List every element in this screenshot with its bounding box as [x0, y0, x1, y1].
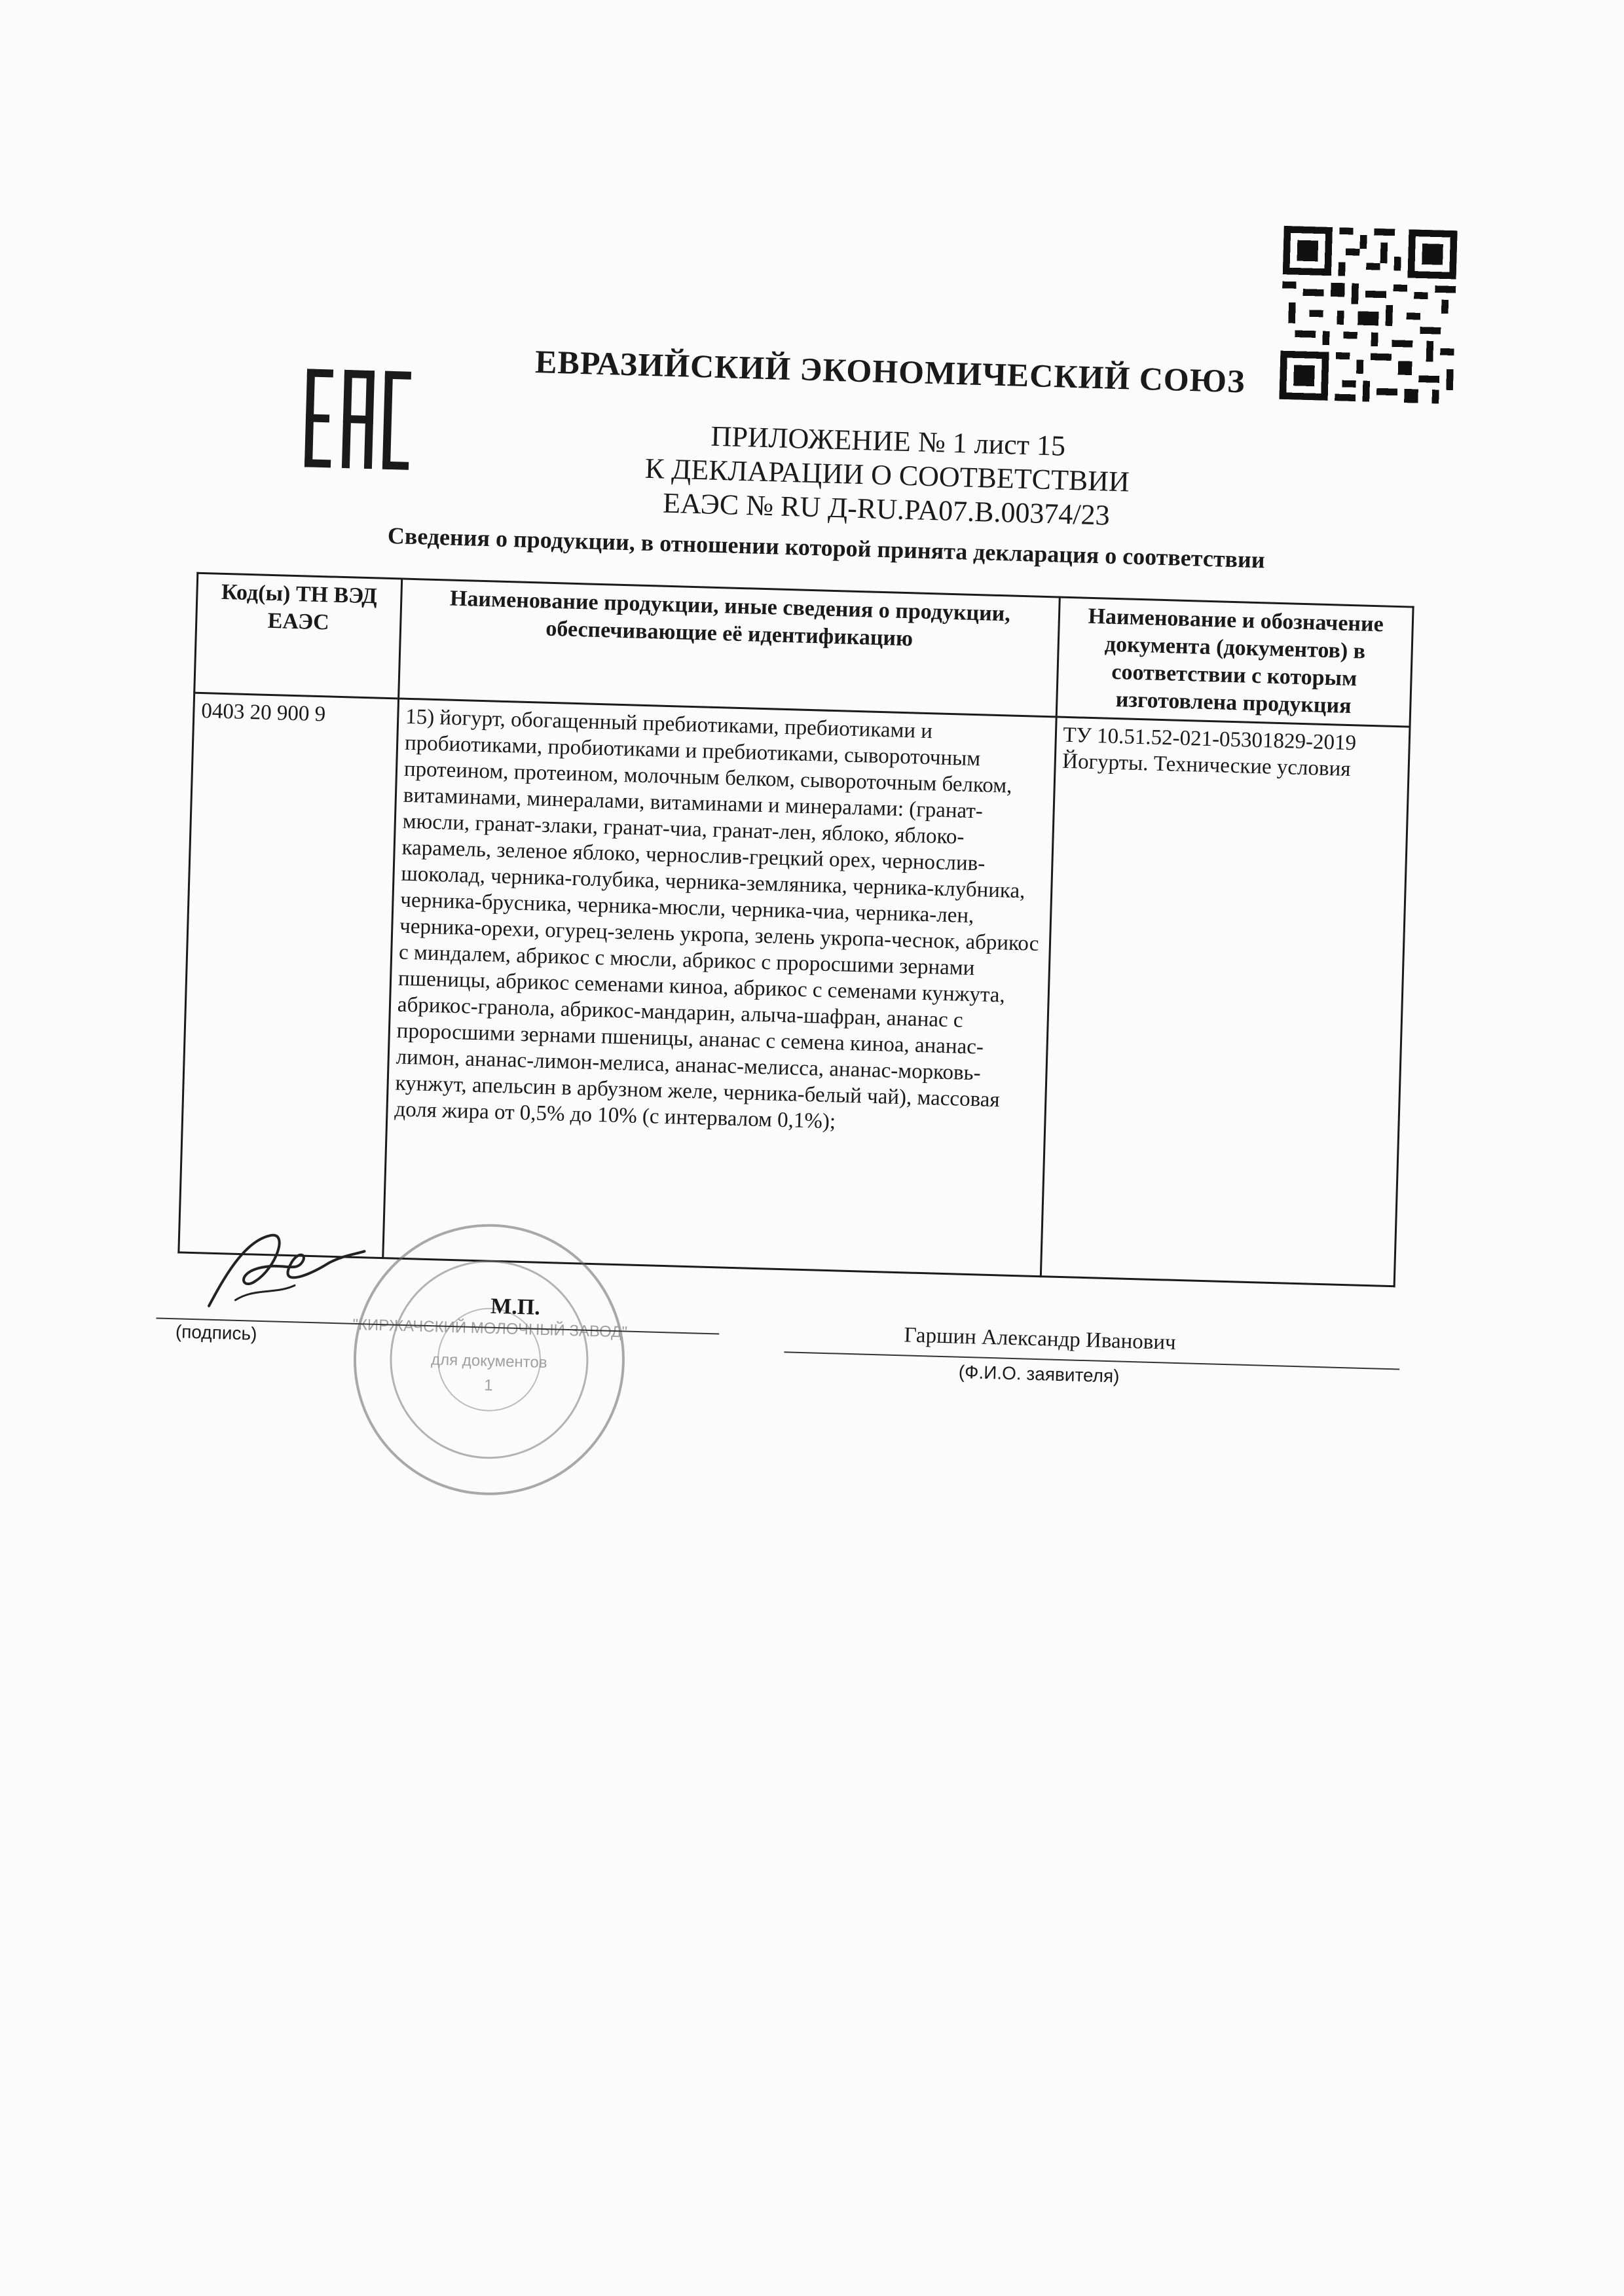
stamp-number: 1: [483, 1376, 493, 1394]
eac-logo: [301, 362, 416, 477]
cell-product: 15) йогурт, обогащенный пребиотиками, пребиотиками и пробиотиками, пробиотиками и пребиотиками, сывороточным протеином, протеином, молочным белком, сывороточным белком, витаминами, минералами, витаминами и минералами: (гранат-мюсли, гранат-злаки, гранат-чиа, гранат-лен, яблоко, яблоко-карамель, зеленое яблоко, чернослив-грецкий орех, чернослив-шоколад, черника-голубика, черника-земляника, черника-клубника, черника-брусника, черника-мюсли, черника-чиа, черника-лен, черника-орехи, огурец-зелень укропа, зелень укропа-чеснок, абрикос с миндалем, абрикос с мюсли, абрикос с пророcшими зернами пшеницы, абрикос семенами киноа, абрикос с семенами кунжута, абрикос-гранола, абрикос-мандарин, алыча-шафран, ананас с проросшими зернами пшеницы, ананас с семена киноа, ананас-лимон, ананас-лимон-мелиса, ананас-мелисса, ананас-морковь-кунжут, апельсин в арбузном желе, черника-белый чай), массовая доля жира от 0,5% до 10% (с интервалом 0,1%);: [383, 699, 1056, 1277]
company-seal-stamp: [344, 1215, 634, 1504]
table-intro: Сведения о продукции, в отношении которой принята декларация о соответствии: [387, 522, 1266, 574]
table-row: [179, 693, 1410, 1286]
applicant-name: Гаршин Александр Иванович: [904, 1323, 1177, 1355]
cell-code: 0403 20 900 9: [179, 693, 399, 1258]
signature-block: [153, 1281, 1401, 1447]
annex-heading: [460, 412, 1314, 538]
header-code: Код(ы) ТН ВЭД ЕАЭС: [194, 573, 402, 699]
annex-declaration-line: К ДЕКЛАРАЦИИ О СООТВЕТСТВИИ: [644, 452, 1130, 498]
annex-sheet-line: ПРИЛОЖЕНИЕ № 1 лист 15: [710, 420, 1066, 462]
applicant-caption: (Ф.И.О. заявителя): [958, 1361, 1120, 1387]
product-table: [177, 572, 1414, 1288]
declaration-number: ЕАЭС № RU Д-RU.PA07.B.00374/23: [662, 486, 1111, 532]
header-product: Наименование продукции, иные сведения о продукции, обеспечивающие её идентификацию: [399, 579, 1060, 717]
union-title: ЕВРАЗИЙСКИЙ ЭКОНОМИЧЕСКИЙ СОЮЗ: [534, 343, 1246, 400]
seal-placeholder-label: М.П.: [490, 1294, 541, 1320]
stamp-company-name: "КИРЖАЧСКИЙ МОЛОЧНЫЙ ЗАВОД": [352, 1315, 628, 1341]
signature-caption: (подпись): [175, 1321, 257, 1344]
cell-document: ТУ 10.51.52-021-05301829-2019 Йогурты. Технические условия: [1041, 717, 1410, 1286]
stamp-purpose: для документов: [430, 1351, 547, 1372]
header-document: Наименование и обозначение документа (документов) в соответствии с которым изготовлена продукция: [1056, 597, 1413, 727]
handwritten-signature: [196, 1220, 369, 1323]
